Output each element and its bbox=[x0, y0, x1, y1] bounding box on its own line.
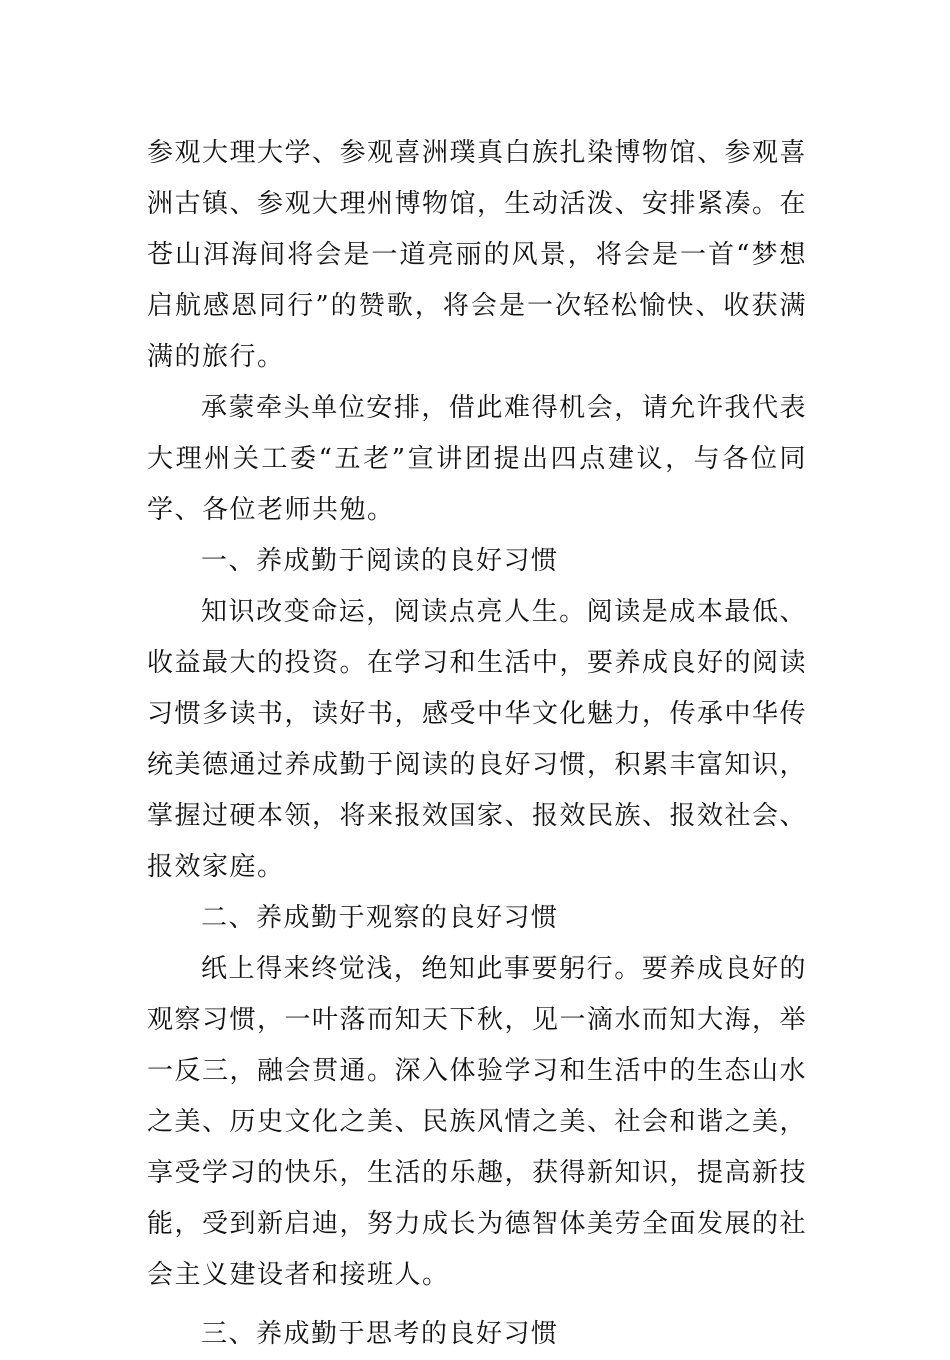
section-heading-thinking: 三、养成勤于思考的良好习惯 bbox=[201, 1319, 559, 1349]
paragraph-proposal-intro: 承蒙牵头单位安排，借此难得机会，请允许我代表大理州关工委“五老”宣讲团提出四点建议，与各位同学、各位老师共勉。 bbox=[147, 393, 807, 525]
section-heading-reading: 一、养成勤于阅读的良好习惯 bbox=[201, 546, 559, 576]
paragraph-observation: 纸上得来终觉浅，绝知此事要躬行。要养成良好的观察习惯，一叶落而知天下秋，见一滴水而知大海，举一反三，融会贯通。深入体验学习和生活中的生态山水之美、历史文化之美、民族风情之美、社会和谐之美，享受学习的快乐，生活的乐趣，获得新知识，提高新技能，受到新启迪，努力成长为德智体美劳全面发展的社会主义建设者和接班人。 bbox=[147, 954, 808, 1290]
paragraph-intro-continuation: 参观大理大学、参观喜洲璞真白族扎染博物馆、参观喜洲古镇、参观大理州博物馆，生动活泼、安排紧凑。在苍山洱海间将会是一道亮丽的风景，将会是一首“梦想启航感恩同行”的赞歌，将会是一次轻松愉快、收获满满的旅行。 bbox=[147, 138, 808, 372]
document-body bbox=[147, 128, 807, 1360]
paragraph-reading: 知识改变命运，阅读点亮人生。阅读是成本最低、收益最大的投资。在学习和生活中，要养成良好的阅读习惯多读书，读好书，感受中华文化魅力，传承中华传统美德通过养成勤于阅读的良好习惯，积累丰富知识，掌握过硬本领，将来报效国家、报效民族、报效社会、报效家庭。 bbox=[147, 597, 808, 882]
section-heading-observation: 二、养成勤于观察的良好习惯 bbox=[201, 903, 559, 933]
